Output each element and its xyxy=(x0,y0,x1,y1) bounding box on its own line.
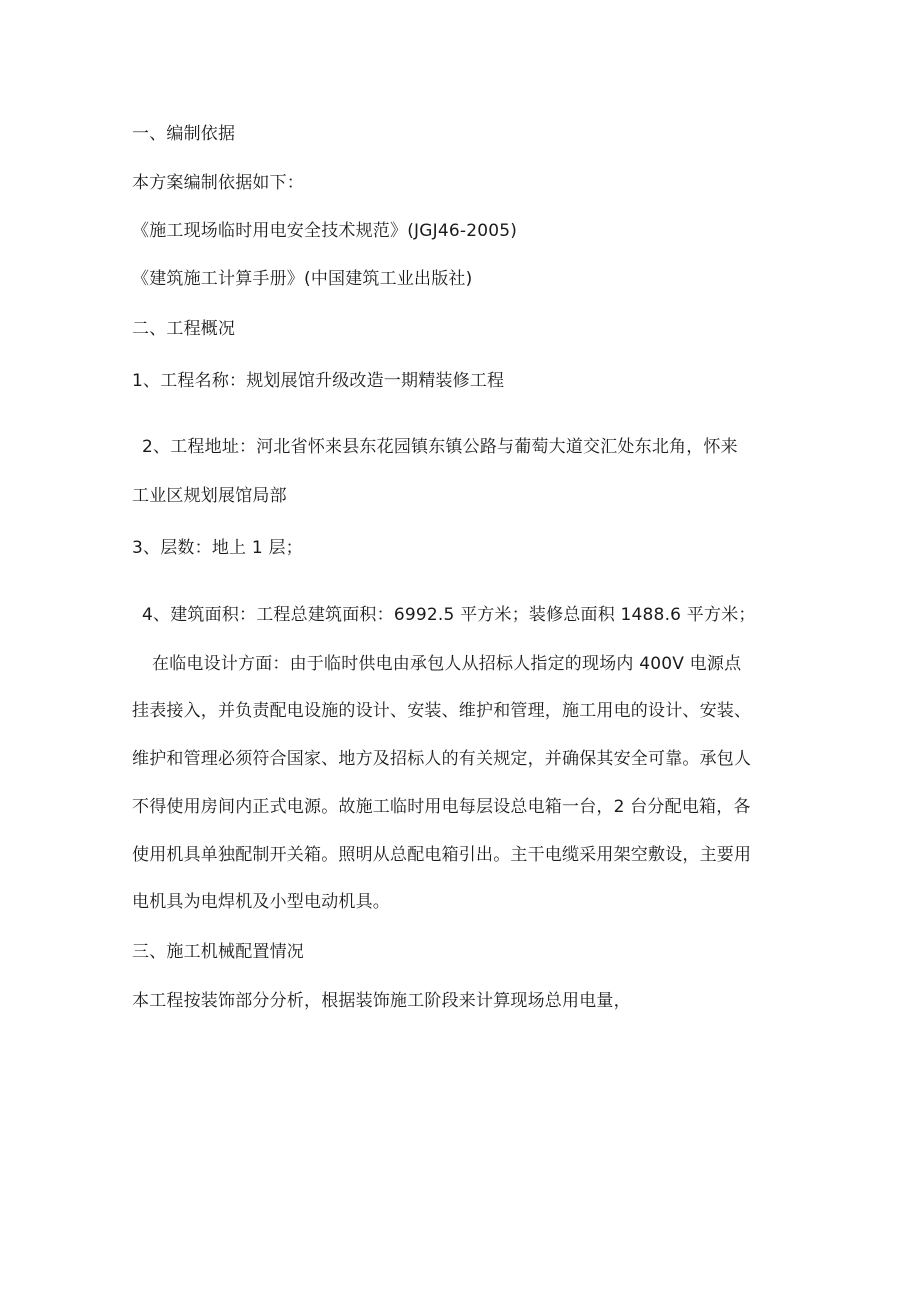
project-address-line-2: 工业区规划展馆局部 xyxy=(132,486,287,506)
paragraph-line-5: 使用机具单独配制开关箱。照明从总配电箱引出。主干电缆采用架空敷设，主要用 xyxy=(132,845,752,865)
basis-item-1: 《施工现场临时用电安全技术规范》(JGJ46-2005) xyxy=(132,221,518,241)
paragraph-line-1: 在临电设计方面：由于临时供电由承包人从招标人指定的现场内 400V 电源点 xyxy=(152,654,742,674)
section-heading-overview: 二、工程概况 xyxy=(132,319,236,339)
project-address-line-1: 2、工程地址：河北省怀来县东花园镇东镇公路与葡萄大道交汇处东北角，怀来 xyxy=(142,437,738,457)
paragraph-line-3: 维护和管理必须符合国家、地方及招标人的有关规定，并确保其安全可靠。承包人 xyxy=(132,749,752,769)
basis-intro: 本方案编制依据如下： xyxy=(132,173,304,193)
project-area: 4、建筑面积：工程总建筑面积：6992.5 平方米；装修总面积 1488.6 平方米； xyxy=(142,605,756,625)
paragraph-line-6: 电机具为电焊机及小型电动机具。 xyxy=(132,892,390,912)
section-heading-machinery: 三、施工机械配置情况 xyxy=(132,942,304,962)
paragraph-line-2: 挂表接入，并负责配电设施的设计、安装、维护和管理，施工用电的设计、安装、 xyxy=(132,701,752,721)
paragraph-line-4: 不得使用房间内正式电源。故施工临时用电每层设总电箱一台，2 台分配电箱，各 xyxy=(132,797,751,817)
project-name: 1、工程名称：规划展馆升级改造一期精装修工程 xyxy=(132,371,505,391)
machinery-text: 本工程按装饰部分分析，根据装饰施工阶段来计算现场总用电量， xyxy=(132,991,631,1011)
basis-item-2: 《建筑施工计算手册》(中国建筑工业出版社) xyxy=(132,269,473,289)
section-heading-basis: 一、编制依据 xyxy=(132,124,236,144)
project-floors: 3、层数：地上 1 层； xyxy=(132,538,303,558)
